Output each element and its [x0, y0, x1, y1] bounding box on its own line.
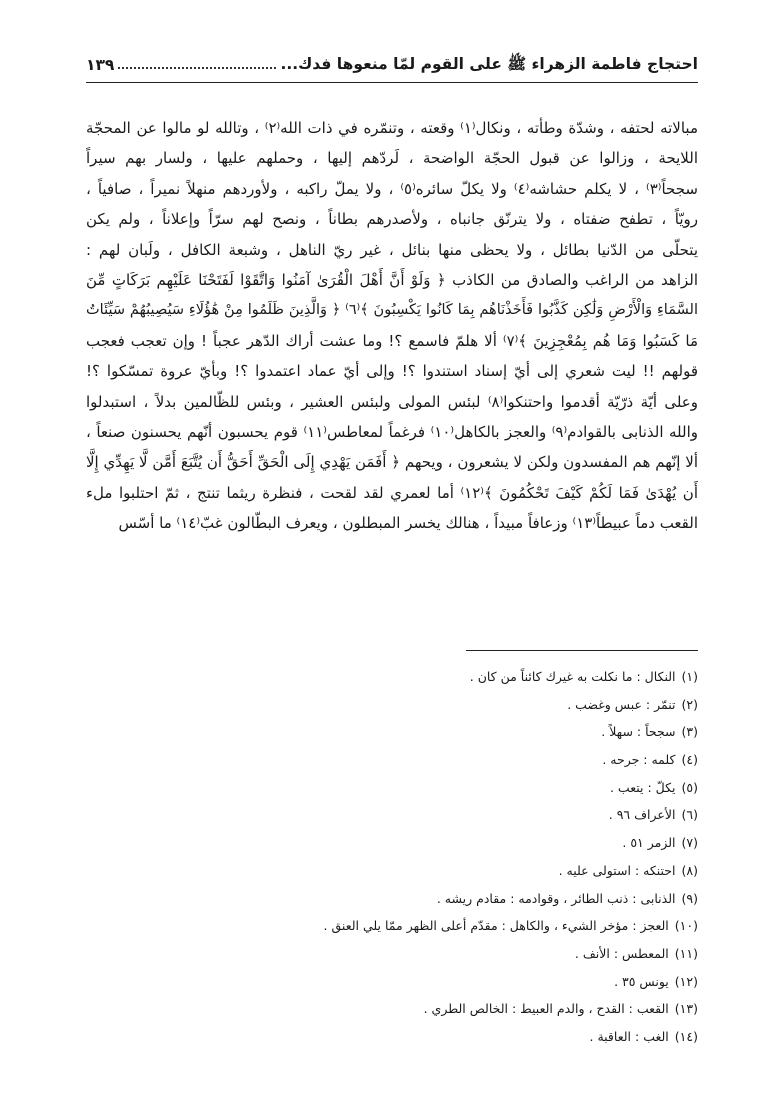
body-line: سجحاً⁽٣⁾ ، لا يكلم حشاشه⁽٤⁾ ولا يكلّ سائره⁽٥⁾ ، ولا يملّ راكبه ، ولأوردهم منهلاً نميراً ، صافياً ،	[86, 179, 698, 198]
footnote-item	[86, 912, 698, 940]
body-line: أَن يُهْدَىٰ فَمَا لَكُمْ كَيْفَ تَحْكُمُونَ ﴾⁽١٢⁾ أما لعمري لقد لقحت ، فنظرة ريثما تنتج ، ثمّ احتلبوا ملء	[86, 483, 698, 502]
body-line: قولهم !! ليت شعري إلى أيّ إسناد استندوا ؟! وإلى أيّ عماد اعتمدوا ؟! وبأيّ عروة تمسّكوا ؟!	[86, 362, 698, 381]
footnote-number: (١٣)	[674, 1001, 698, 1017]
footnote-text: تنمّر : عبس وغضب .	[567, 696, 676, 712]
running-header	[86, 52, 698, 78]
footnote-text: المعطس : الأنف .	[574, 945, 669, 961]
footnote-text: العجز : مؤخر الشيء ، والكاهل : مقدّم أعلى الظهر ممّا يلي العنق .	[323, 918, 669, 934]
body-text	[86, 113, 698, 538]
footnote-number: (٦)	[681, 807, 698, 823]
footnote-number: (٩)	[681, 890, 698, 906]
footnote-number: (٤)	[681, 752, 698, 768]
body-line: رويّاً ، تطفح ضفتاه ، ولا يترنّق جانباه ، ولأصدرهم بطاناً ، ونصح لهم سرّاً وإعلاناً ، ولم يكن	[86, 210, 698, 229]
header-rule	[86, 82, 698, 83]
footnote-item	[86, 663, 698, 691]
footnote-text: النكال : ما نكلت به غيرك كائناً من كان .	[469, 669, 676, 684]
footnote-number: (٣)	[681, 724, 698, 740]
footnote-text: القعب : القدح ، والدم العبيط : الخالص الطري .	[423, 1001, 669, 1017]
footnote-item	[86, 774, 698, 802]
footnote-number: (٥)	[681, 779, 698, 795]
body-line: يتحلّى من الدّنيا بطائل ، ولا يحظى منها بنائل ، غير ريّ الناهل ، وشبعة الكافل ، ولَبان لهم :	[86, 240, 698, 259]
body-line: الزاهد من الراغب والصادق من الكاذب ﴿ وَلَوْ أَنَّ أَهْلَ الْقُرَىٰ آمَنُوا وَاتَّقَوْا لَفَتَحْنَا عَلَيْهِم بَرَكَاتٍ مِّنَ	[86, 270, 698, 289]
footnote-item	[86, 1023, 698, 1051]
footnote-item	[86, 746, 698, 774]
footnote-number: (١٢)	[674, 973, 698, 989]
footnote-number: (١٠)	[674, 918, 698, 934]
footnote-item	[86, 857, 698, 885]
footnote-separator	[466, 650, 698, 651]
footnote-item	[86, 885, 698, 913]
footnote-text: الأعراف ٩٦ .	[608, 807, 676, 823]
header-dot-leader	[118, 67, 276, 69]
footnote-text: احتنكه : استولى عليه .	[558, 862, 676, 878]
body-line: اللايحة ، وزالوا عن قبول الحجّة الواضحة ، لَردّهم إليها ، وحملهم عليها ، ولسار بهم سيراً	[86, 149, 698, 168]
body-line: القعب دماً عبيطاً⁽١٣⁾ وزعافاً مبيداً ، هنالك يخسر المبطلون ، ويعرف البطّالون غبّ⁽١٤⁾ ما أسّس	[118, 514, 698, 533]
footnote-number: (١٤)	[674, 1028, 698, 1044]
footnote-number: (١١)	[674, 945, 698, 961]
footnote-item	[86, 995, 698, 1023]
footnote-text: الذنابى : ذنب الطائر ، وقوادمه : مقادم ريشه .	[436, 890, 676, 906]
body-line: مبالاته لحتفه ، وشدّة وطأته ، ونكال⁽١⁾ وقعته ، وتنمّره في ذات الله⁽٢⁾ ، وتالله لو مالوا عن المحجّة	[86, 119, 698, 137]
footnote-item	[86, 691, 698, 719]
footnotes-list	[86, 663, 698, 1051]
body-line: السَّمَاءِ وَالْأَرْضِ وَلَٰكِن كَذَّبُوا فَأَخَذْنَاهُم بِمَا كَانُوا يَكْسِبُونَ ﴾⁽٦⁾ ﴿ وَالَّذِينَ ظَلَمُوا مِنْ هَٰؤُلَاءِ سَيُصِيبُهُمْ سَيِّئَاتُ	[86, 302, 698, 319]
footnote-item	[86, 968, 698, 996]
footnote-number: (٨)	[681, 862, 698, 878]
footnote-item	[86, 829, 698, 857]
footnote-text: يونس ٣٥ .	[614, 973, 669, 989]
footnote-text: الزمر ٥١ .	[622, 835, 676, 851]
footnote-text: سجحاً : سهلاً .	[601, 724, 676, 740]
footnote-text: الغب : العاقبة .	[589, 1028, 669, 1044]
page-number: ١٣٩	[86, 56, 115, 74]
footnote-item	[86, 718, 698, 746]
header-title: احتجاج فاطمة الزهراء ﷺ على القوم لمّا منعوها فدك...	[280, 54, 698, 73]
body-line: مَا كَسَبُوا وَمَا هُم بِمُعْجِزِينَ ﴾⁽٧⁾ ألا هلمّ فاسمع ؟! وما عشت أراك الدّهر عجباً ! وإن تعجب فعجب	[86, 331, 698, 350]
body-line: وعلى أيّة ذرّيّة أقدموا واحتنكوا⁽٨⁾ لبئس المولى ولبئس العشير ، وبئس للظّالمين بدلاً ، استبدلوا	[86, 392, 698, 411]
footnote-number: (١)	[681, 669, 698, 684]
footnote-item	[86, 801, 698, 829]
footnote-text: كلمه : جرحه .	[602, 752, 676, 768]
body-line: ألا إنّهم هم المفسدون ولكن لا يشعرون ، ويحهم ﴿ أَفَمَن يَهْدِي إِلَى الْحَقِّ أَحَقُّ أَن يُتَّبَعَ أَمَّن لَّا يَهِدِّي إِلَّا	[86, 453, 698, 472]
footnote-item	[86, 940, 698, 968]
footnote-number: (٢)	[681, 696, 698, 712]
body-line: والله الذنابى بالقوادم⁽٩⁾ والعجز بالكاهل⁽١٠⁾ فرغماً لمعاطس⁽١١⁾ قوم يحسبون أنّهم يحسنون صنعاً ،	[86, 422, 698, 441]
footnote-text: يكلّ : يتعب .	[609, 779, 676, 795]
footnote-number: (٧)	[681, 835, 698, 851]
